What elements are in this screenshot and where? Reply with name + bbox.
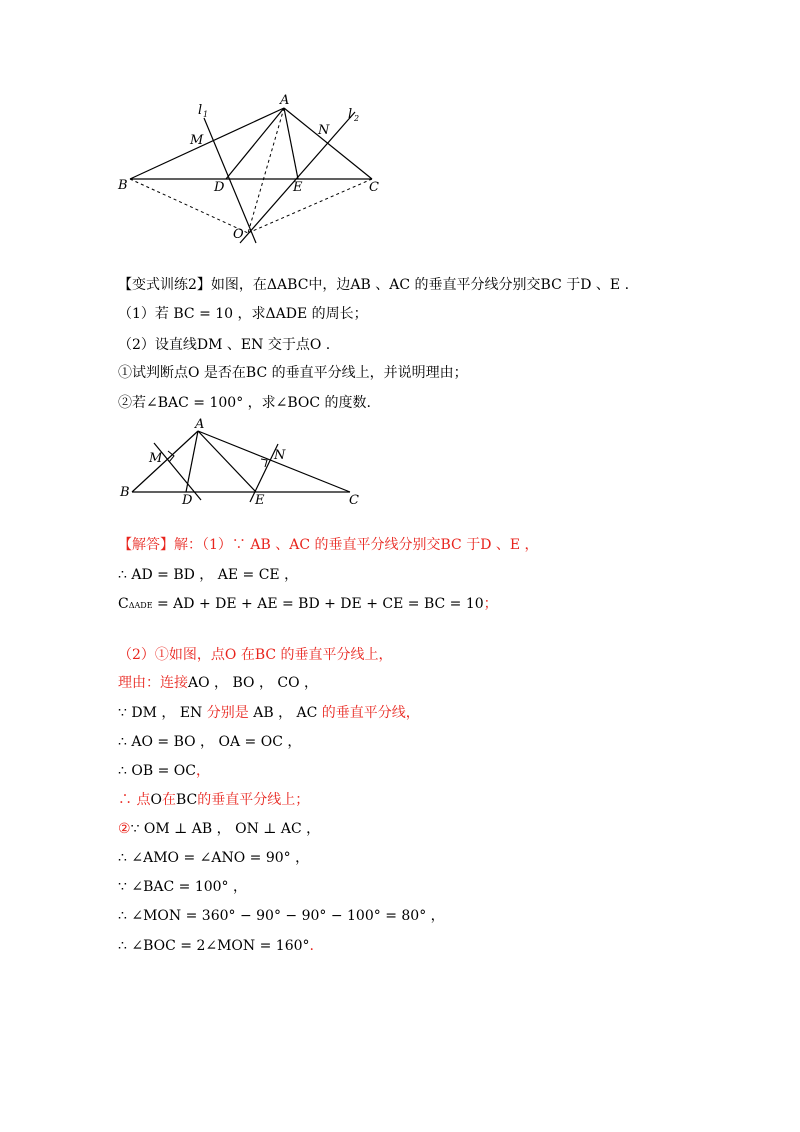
solution-line-1-text: 解：（1）∵ AB 、AC 的垂直平分线分别交BC 于D 、E ， <box>174 537 539 553</box>
solution-line-7: ∴ AO = BO ， OA = OC ， <box>118 734 302 750</box>
solution-heading: 【解答】 <box>118 537 174 553</box>
perimeter-symbol: C <box>118 596 129 612</box>
text-perp-bisectors: 的垂直平分线， <box>321 705 420 721</box>
lines-dm-en: DM ， EN <box>126 705 207 721</box>
solution-line-10 <box>118 820 320 838</box>
solution-line-13: ∴ ∠MON = 360° − 90° − 90° − 100° = 80° ， <box>118 908 445 924</box>
solution-line-8 <box>118 762 210 780</box>
figure-1-diagram <box>110 90 410 250</box>
line-end-punct: . <box>309 938 314 954</box>
question-2: （2）设直线DM 、EN 交于点O . <box>118 337 331 353</box>
line-end-punct: ； <box>483 596 498 612</box>
solution-line-12: ∵ ∠BAC = 100° ， <box>118 879 248 895</box>
ob-equals-oc: ∴ OB = OC <box>118 763 196 779</box>
segment-ad <box>226 108 284 179</box>
segment-bc-ref: BC <box>175 792 198 808</box>
label-c: C <box>349 493 359 508</box>
text-are: 分别是 <box>206 705 249 721</box>
label-n: N <box>318 123 330 138</box>
label-m: M <box>190 133 204 148</box>
solution-line-14 <box>118 937 314 955</box>
label-e: E <box>293 180 303 195</box>
dashed-bo <box>130 179 248 233</box>
solution-line-1 <box>118 536 539 554</box>
label-l1-sub: 1 <box>203 110 209 119</box>
problem-heading: 【变式训练2】 <box>118 277 211 293</box>
label-l2: l <box>348 107 353 122</box>
label-d: D <box>214 180 225 195</box>
solution-line-11: ∴ ∠AMO = ∠ANO = 90° ， <box>118 850 310 866</box>
label-l2-sub: 2 <box>354 114 360 123</box>
label-o: O <box>233 227 244 242</box>
point-o: O <box>150 792 162 808</box>
solution-line-6 <box>118 704 420 722</box>
solution-line-3 <box>118 595 498 615</box>
label-b: B <box>120 485 130 500</box>
label-n: N <box>274 448 286 463</box>
question-2b: ②若∠BAC = 100° ，求∠BOC 的度数. <box>118 395 372 411</box>
question-2a: ①试判断点O 是否在BC 的垂直平分线上，并说明理由； <box>118 365 468 381</box>
final-answer: ∴ ∠BOC = 2∠MON = 160° <box>118 938 310 954</box>
sides-ab-ac: AB ， AC <box>248 705 322 721</box>
solution-line-5 <box>118 674 318 692</box>
perimeter-equation: = AD + DE + AE = BD + DE + CE = BC = 10 <box>152 596 484 612</box>
text-on: 在 <box>161 792 176 808</box>
label-d: D <box>182 493 193 508</box>
perimeter-subscript: ΔADE <box>128 601 153 610</box>
circled-two: ② <box>118 821 131 837</box>
reason-label: 理由：连接 <box>118 675 188 691</box>
label-b: B <box>118 178 128 193</box>
label-l1: l <box>198 103 203 118</box>
reason-connect: AO ， BO ， CO ， <box>188 675 319 691</box>
segment-ae <box>198 431 256 492</box>
right-angle-mark-n <box>261 459 267 467</box>
label-c: C <box>369 180 379 195</box>
label-m: M <box>149 451 163 466</box>
line-end-punct: ， <box>195 763 210 779</box>
label-a: A <box>195 417 205 432</box>
label-e: E <box>255 493 265 508</box>
solution-line-2: ∴ AD = BD ， AE = CE ， <box>118 567 299 583</box>
solution-line-4: （2）①如图，点O 在BC 的垂直平分线上， <box>118 647 393 663</box>
text-perp-bisector-of: 的垂直平分线上； <box>197 792 310 808</box>
figure-2-diagram <box>110 415 370 510</box>
because-symbol: ∵ <box>118 705 127 721</box>
dashed-co <box>248 179 372 233</box>
label-a: A <box>280 93 290 108</box>
question-1: （1）若 BC = 10 ，求ΔADE 的周长； <box>118 306 368 322</box>
problem-intro <box>118 276 629 294</box>
line-l2 <box>240 112 355 243</box>
problem-intro-text: 如图，在ΔABC中，边AB 、AC 的垂直平分线分别交BC 于D 、E . <box>210 277 630 293</box>
therefore-point: ∴ 点 <box>118 792 151 808</box>
solution-line-9 <box>118 791 309 809</box>
segment-ae <box>284 108 298 179</box>
perpendicular-facts: ∵ OM ⊥ AB ， ON ⊥ AC ， <box>130 821 321 837</box>
